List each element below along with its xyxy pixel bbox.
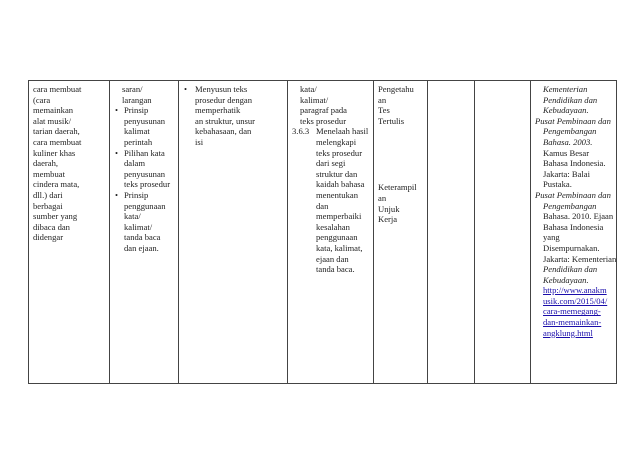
text-line: dalam: [124, 158, 145, 169]
sumber-list: [535, 84, 617, 285]
list-item: [114, 105, 174, 147]
text-line: memperhatik: [195, 105, 241, 116]
indikator-text: [316, 126, 368, 274]
text-line: alat musik/: [33, 115, 71, 126]
table-row: [29, 81, 617, 384]
reference-line: Kementerian: [543, 84, 588, 94]
text-line: saran/: [122, 84, 143, 94]
text-line: kalimat/: [300, 94, 329, 105]
text-line: dan: [316, 200, 329, 211]
text-line: larangan: [122, 94, 152, 105]
list-item: [183, 84, 283, 148]
text-line: sumber yang: [33, 211, 78, 222]
text-line: cara membuat: [33, 84, 82, 94]
text-line: Menyusun teks: [195, 84, 248, 94]
text-line: kalimat: [124, 126, 150, 137]
sumber-cell: [531, 81, 617, 384]
link-line[interactable]: usik.com/2015/04/: [543, 295, 608, 306]
text-line: didengar: [33, 232, 64, 243]
materi-detail-cell: [110, 81, 179, 384]
text-line: Pilihan kata: [124, 147, 165, 158]
reference-line: Disempurnakan.: [543, 242, 600, 253]
text-line: Prinsip: [124, 105, 149, 116]
text-line: penggunaan: [316, 232, 358, 243]
sumber-link[interactable]: [535, 285, 612, 338]
reference-line: Kebudayaan.: [543, 105, 589, 116]
text-line: Tertulis: [378, 115, 405, 126]
indikator-cell: [288, 81, 374, 384]
text-line: perintah: [124, 136, 153, 147]
text-line: Keterampil: [378, 182, 417, 193]
text-line: penyusunan: [124, 168, 166, 179]
bullet-icon: •: [184, 84, 188, 94]
indikator-number: 3.6.3: [292, 126, 310, 137]
text-line: tarian daerah,: [33, 126, 80, 137]
text-line: ejaan dan: [316, 253, 349, 264]
kegiatan-list: [183, 84, 283, 148]
text-line: Menelaah hasil: [316, 126, 369, 137]
reference-line: Pustaka.: [543, 179, 572, 190]
link-line[interactable]: dan-memainkan-: [543, 317, 602, 328]
text-line: cindera mata,: [33, 179, 80, 190]
materi-detail-lead: [114, 84, 174, 105]
text-line: dari segi: [316, 158, 346, 169]
text-line: penggunaan: [124, 200, 166, 211]
empty-cell: [475, 81, 531, 384]
text-line: paragraf pada: [300, 105, 347, 116]
text-line: penyusunan: [124, 115, 166, 126]
text-line: struktur dan: [316, 168, 358, 179]
link-line[interactable]: http://www.anakm: [543, 285, 607, 296]
text-line: Kerja: [378, 214, 398, 225]
text-line: menentukan: [316, 189, 358, 200]
penilaian-keterampilan: [378, 182, 423, 224]
materi-cell: [29, 81, 110, 384]
text-line: dibaca dan: [33, 221, 70, 232]
text-line: isi: [195, 136, 204, 147]
reference-line: Pengembangan: [543, 200, 597, 211]
text-line: teks prosedur: [316, 147, 363, 158]
reference-line: Jakarta: Kementerian: [543, 253, 617, 264]
materi-text: [33, 84, 105, 243]
list-item: [114, 148, 174, 190]
reference-line: Pusat Pembinaan dan: [535, 189, 611, 200]
text-line: an: [378, 94, 387, 105]
text-line: kata/: [124, 211, 141, 222]
bullet-icon: •: [115, 105, 119, 116]
alokasi-cell: [428, 81, 475, 384]
text-line: Tes: [378, 105, 390, 116]
link-line[interactable]: angklung.html: [543, 327, 593, 338]
penilaian-pengetahuan: [378, 84, 423, 126]
text-line: Pengetahu: [378, 84, 414, 94]
text-line: kesalahan: [316, 221, 350, 232]
text-line: Prinsip: [124, 189, 149, 200]
penilaian-cell: [374, 81, 428, 384]
reference-line: Kamus Besar: [543, 147, 590, 158]
reference-line: Pusat Pembinaan dan: [535, 115, 611, 126]
text-line: kata, kalimat,: [316, 242, 363, 253]
reference-line: Kebudayaan.: [543, 274, 589, 285]
reference-line: Bahasa. 2010. Ejaan: [543, 211, 614, 222]
reference-line: Bahasa. 2003.: [543, 136, 593, 147]
text-line: dll.) dari: [33, 189, 63, 200]
text-line: kebahasaan, dan: [195, 126, 252, 137]
text-line: kuliner khas: [33, 147, 76, 158]
materi-detail-list: [114, 105, 174, 253]
text-line: daerah,: [33, 158, 59, 169]
text-line: kata/: [300, 84, 317, 94]
text-line: cara membuat: [33, 136, 82, 147]
reference-line: Pendidikan dan: [543, 94, 598, 105]
text-line: memainkan: [33, 105, 74, 116]
link-line[interactable]: cara-memegang-: [543, 306, 601, 317]
list-item: [114, 190, 174, 254]
text-line: teks prosedur: [124, 179, 171, 190]
reference-line: Pendidikan dan: [543, 264, 598, 275]
text-line: (cara: [33, 94, 51, 105]
syllabus-table: [28, 80, 617, 384]
reference-line: Jakarta: Balai: [543, 168, 591, 179]
text-line: teks prosedur: [300, 115, 347, 126]
reference-line: Bahasa Indonesia: [543, 221, 604, 232]
reference-line: Bahasa Indonesia.: [543, 158, 606, 169]
text-line: Unjuk: [378, 203, 400, 214]
text-line: membuat: [33, 168, 65, 179]
text-line: dan ejaan.: [124, 242, 159, 253]
text-line: memperbaiki: [316, 211, 362, 222]
text-line: tanda baca.: [316, 264, 355, 275]
text-line: an struktur, unsur: [195, 115, 256, 126]
indikator-lead: [292, 84, 369, 126]
bullet-icon: •: [115, 189, 119, 200]
reference-line: yang: [543, 232, 560, 243]
indikator-item: [292, 126, 369, 274]
text-line: kalimat/: [124, 221, 153, 232]
bullet-icon: •: [115, 147, 119, 158]
text-line: an: [378, 192, 387, 203]
text-line: tanda baca: [124, 232, 161, 243]
text-line: prosedur dengan: [195, 94, 253, 105]
text-line: berbagai: [33, 200, 63, 211]
text-line: melengkapi: [316, 136, 357, 147]
text-line: kaidah bahasa: [316, 179, 365, 190]
reference-line: Pengembangan: [543, 126, 597, 137]
kegiatan-cell: [179, 81, 288, 384]
